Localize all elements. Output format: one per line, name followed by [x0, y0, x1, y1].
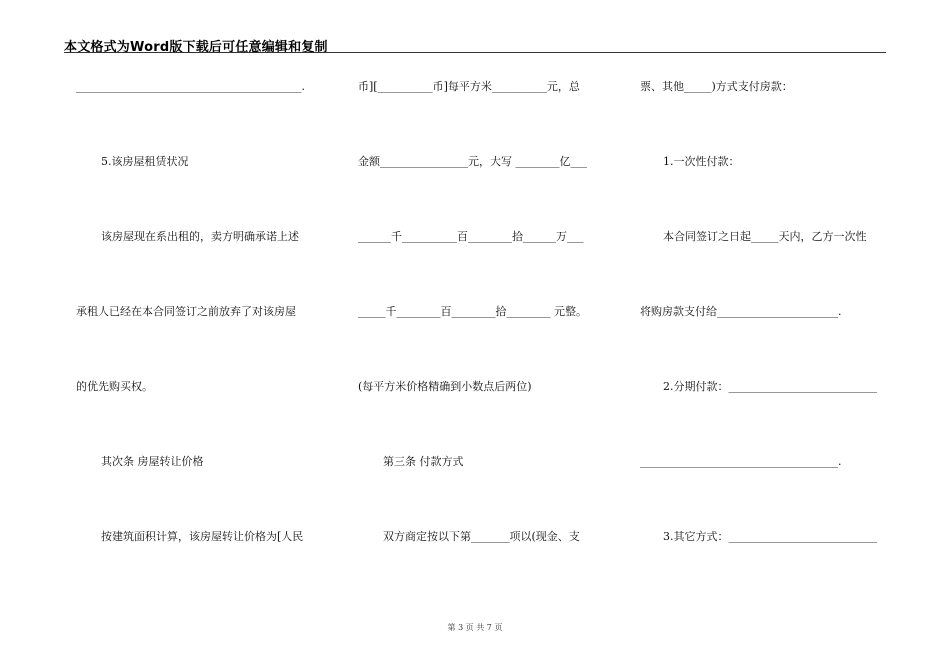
middle-line-1: 币][__________币]每平方米__________元，总 — [358, 80, 580, 93]
document-header: 本文格式为Word版下载后可任意编辑和复制 — [64, 40, 328, 55]
right-line-6: ____________________________________. — [640, 455, 842, 468]
middle-line-7: 双方商定按以下第_______项以(现金、支 — [383, 530, 580, 543]
left-line-6: 其次条 房屋转让价格 — [101, 455, 204, 468]
middle-line-4: _____千________百________拾________ 元整。 — [358, 305, 587, 318]
right-line-2: 1.一次性付款： — [663, 155, 740, 168]
right-line-3: 本合同签订之日起_____天内，乙方一次性 — [663, 230, 867, 243]
left-line-1: _________________________________________. — [76, 80, 305, 93]
middle-line-2: 金额________________元，大写 ________亿___ — [358, 155, 587, 168]
middle-line-5: (每平方米价格精确到小数点后两位) — [358, 380, 532, 393]
left-line-5: 的优先购买权。 — [76, 380, 153, 393]
left-line-2: 5.该房屋租赁状况 — [101, 155, 189, 168]
middle-line-3: ______千__________百________拾______万___ — [358, 230, 584, 243]
left-line-4: 承租人已经在本合同签订之前放弃了对该房屋 — [76, 305, 296, 318]
page-number: 第 3 页 共 7 页 — [447, 623, 503, 632]
right-line-1: 票、其他_____)方式支付房款： — [640, 80, 793, 93]
left-line-7: 按建筑面积计算，该房屋转让价格为[人民 — [101, 530, 304, 543]
right-line-7: 3.其它方式：___________________________ — [663, 530, 877, 543]
right-line-5: 2.分期付款：___________________________ — [663, 380, 877, 393]
left-line-3: 该房屋现在系出租的，卖方明确承诺上述 — [101, 230, 299, 243]
middle-line-6: 第三条 付款方式 — [383, 455, 464, 468]
header-divider — [64, 52, 886, 53]
right-line-4: 将购房款支付给______________________. — [640, 305, 842, 318]
